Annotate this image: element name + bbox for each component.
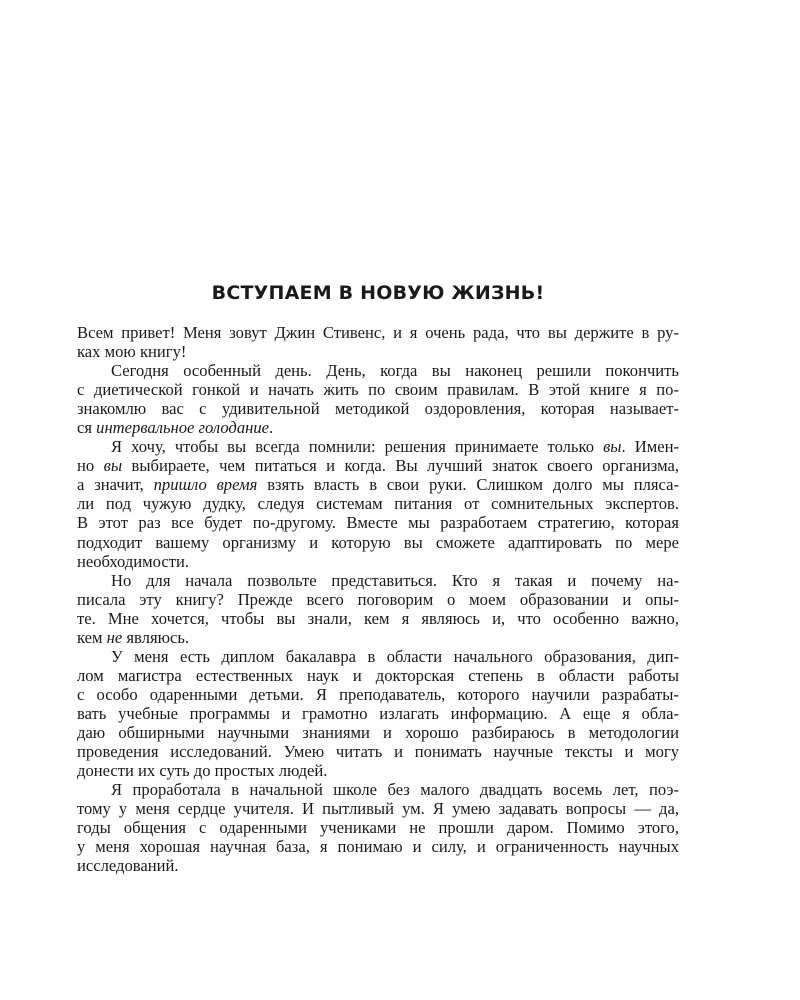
text-segment: знакомлю вас с удивительной методикой оздоровления, которая называет- (77, 399, 679, 419)
text-line (77, 418, 679, 437)
emphasized-text: вы (103, 456, 123, 476)
text-segment: но (77, 456, 104, 476)
text-segment: являюсь. (122, 627, 190, 647)
text-line (77, 590, 679, 609)
text-segment: с диетической гонкой и начать жить по своим правилам. В этой книге я по- (77, 380, 679, 400)
text-segment: кем (77, 627, 107, 647)
text-line (77, 380, 679, 399)
text-line (77, 571, 679, 590)
text-line (77, 342, 679, 361)
text-segment: а значит, (77, 475, 154, 495)
text-segment: Я хочу, чтобы вы всегда помнили: решения принимаете только (111, 437, 604, 457)
chapter-title: ВСТУПАЕМ В НОВУЮ ЖИЗНЬ! (211, 282, 545, 304)
text-segment: В этот раз все будет по-другому. Вместе мы разработаем стратегию, которая (77, 513, 679, 533)
text-line (77, 742, 679, 761)
text-segment: с особо одаренными детьми. Я преподаватель, которого научили разрабаты- (77, 684, 679, 704)
text-line (77, 399, 679, 418)
text-line (77, 533, 679, 552)
text-segment: подходит вашему организму и которую вы сможете адаптировать по мере (77, 532, 679, 552)
chapter-body-text (77, 323, 679, 875)
book-page (77, 281, 679, 875)
text-line (77, 799, 679, 818)
text-segment: Всем привет! Меня зовут Джин Стивенс, и я очень рада, что вы держите в ру- (77, 323, 679, 342)
text-line (77, 685, 679, 704)
text-line (77, 723, 679, 742)
text-segment: проведения исследований. Умею читать и понимать научные тексты и могу (77, 742, 679, 762)
text-line (77, 552, 679, 571)
text-segment: донести их суть до простых людей. (77, 761, 328, 781)
text-segment: тому у меня сердце учителя. И пытливый ум. Я умею задавать вопросы — да, (77, 799, 679, 819)
text-line (77, 494, 679, 513)
text-segment: . Имен- (621, 437, 679, 457)
text-segment: вать учебные программы и грамотно излагать информацию. А еще я обла- (77, 703, 679, 723)
text-line (77, 513, 679, 532)
text-segment: ках мою книгу! (77, 342, 187, 362)
text-line (77, 609, 679, 628)
text-line (77, 780, 679, 799)
text-segment: годы общения с одаренными учениками не прошли даром. Помимо этого, (77, 818, 679, 838)
text-line (77, 628, 679, 647)
text-segment: ся (77, 418, 97, 438)
emphasized-text: интервальное голодание (96, 418, 270, 438)
text-line (77, 437, 679, 456)
text-line (77, 704, 679, 723)
emphasized-text: вы (603, 437, 622, 457)
text-segment: необходимости. (77, 551, 190, 571)
text-segment: . (269, 418, 274, 438)
text-line (77, 818, 679, 837)
text-line (77, 456, 679, 475)
text-segment: выбираете, чем питаться и когда. Вы лучший знаток своего организма, (122, 456, 679, 476)
text-segment: ли под чужую дудку, следуя системам питания от сомнительных экспертов. (77, 494, 679, 514)
text-line (77, 761, 679, 780)
text-line (77, 361, 679, 380)
emphasized-text: не (106, 627, 123, 647)
text-segment: взять власть в свои руки. Слишком долго мы пляса- (257, 475, 679, 495)
text-segment: Я проработала в начальной школе без малого двадцать восемь лет, поэ- (111, 780, 679, 800)
text-line (77, 856, 679, 875)
text-segment: исследований. (77, 856, 179, 876)
text-segment: У меня есть диплом бакалавра в области начального образования, дип- (111, 646, 679, 666)
text-line (77, 323, 679, 342)
text-segment: писала эту книгу? Прежде всего поговорим о моем образовании и опы- (77, 589, 679, 609)
text-segment: те. Мне хочется, чтобы вы знали, кем я являюсь и, что особенно важно, (77, 608, 679, 628)
text-line (77, 837, 679, 856)
text-segment: Сегодня особенный день. День, когда вы наконец решили покончить (111, 361, 679, 381)
text-segment: у меня хорошая научная база, я понимаю и силу, и ограниченность научных (77, 837, 679, 857)
text-line (77, 475, 679, 494)
text-line (77, 666, 679, 685)
text-segment: даю обширными научными знаниями и хорошо разбираюсь в методологии (77, 722, 679, 742)
text-segment: лом магистра естественных наук и докторская степень в области работы (77, 665, 679, 685)
text-segment: Но для начала позвольте представиться. Кто я такая и почему на- (111, 570, 679, 590)
emphasized-text: пришло время (153, 475, 258, 495)
text-line (77, 647, 679, 666)
